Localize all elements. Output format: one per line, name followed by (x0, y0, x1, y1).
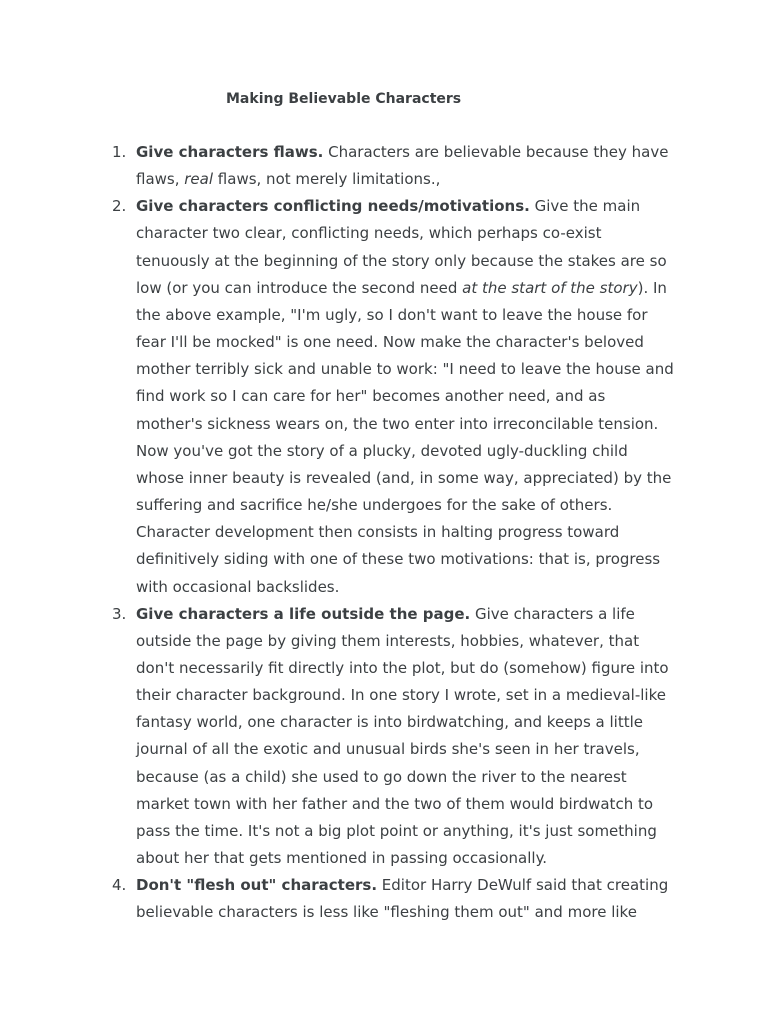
text-line: suffering and sacrifice he/she undergoes for the sake of others. (136, 496, 613, 515)
text-line: whose inner beauty is revealed (and, in some way, appreciated) by the (136, 468, 672, 487)
text-line: with occasional backslides. (136, 577, 340, 596)
text-line: mother's sickness wears on, the two enter into irreconcilable tension. (136, 414, 659, 433)
list-number: 1. (112, 143, 127, 161)
text-line (136, 139, 684, 166)
emphasis-text: at the start of the story (462, 278, 638, 297)
text-line: outside the page by giving them interests, hobbies, whatever, that (136, 631, 640, 650)
text-line (136, 872, 684, 899)
item-heading: Give characters flaws. (136, 143, 324, 161)
text-line: definitively siding with one of these two motivations: that is, progress (136, 550, 661, 569)
text-run: Give characters a life (470, 604, 635, 623)
text-run: low (or you can introduce the second need (136, 278, 463, 297)
list-item (0, 601, 684, 873)
text-line: pass the time. It's not a big plot point or anything, it's just something (136, 821, 657, 840)
text-line (136, 166, 684, 193)
text-line: the above example, "I'm ugly, so I don't want to leave the house for (136, 305, 648, 324)
list-number: 2. (112, 197, 127, 216)
text-line: fantasy world, one character is into birdwatching, and keeps a little (136, 713, 643, 732)
text-line: about her that gets mentioned in passing occasionally. (136, 849, 548, 868)
text-line: fear I'll be mocked" is one need. Now make the character's beloved (136, 333, 644, 352)
text-line (136, 601, 684, 628)
document-title: Making Believable Characters (226, 91, 462, 107)
emphasis-text: real (184, 170, 214, 189)
text-run: Editor Harry DeWulf said that creating (377, 876, 669, 895)
text-line: mother terribly sick and unable to work: "I need to leave the house and (136, 360, 674, 379)
text-line: don't necessarily fit directly into the plot, but do (somehow) figure into (136, 658, 669, 677)
list-number: 3. (112, 604, 127, 623)
item-heading: Give characters conflicting needs/motivations. (136, 197, 530, 216)
text-line: market town with her father and the two of them would birdwatch to (136, 794, 654, 813)
list-item (0, 139, 684, 193)
text-line: character two clear, conflicting needs, which perhaps co-exist (136, 224, 602, 243)
item-heading: Give characters a life outside the page. (136, 604, 471, 623)
text-run: flaws, not merely limitations., (213, 170, 441, 189)
text-run: flaws, (136, 170, 185, 189)
item-heading: Don't "flesh out" characters. (136, 876, 378, 895)
text-run: ). In (637, 278, 667, 297)
text-line: tenuously at the beginning of the story only because the stakes are so (136, 251, 667, 270)
text-line (136, 193, 684, 220)
text-run: Give the main (529, 197, 641, 216)
text-line: Character development then consists in halting progress toward (136, 523, 620, 542)
text-line (136, 275, 684, 302)
list-item (0, 872, 684, 926)
text-line: Now you've got the story of a plucky, devoted ugly-duckling child (136, 441, 628, 460)
text-line: find work so I can care for her" becomes another need, and as (136, 387, 606, 406)
numbered-list (0, 139, 684, 927)
text-line: believable characters is less like "fleshing them out" and more like (136, 903, 637, 922)
list-item (0, 193, 684, 600)
text-line: because (as a child) she used to go down the river to the nearest (136, 767, 627, 786)
text-run: Characters are believable because they have (323, 143, 669, 161)
text-line: their character background. In one story I wrote, set in a medieval-like (136, 686, 666, 705)
list-number: 4. (112, 876, 127, 895)
text-line: journal of all the exotic and unusual birds she's seen in her travels, (136, 740, 640, 759)
